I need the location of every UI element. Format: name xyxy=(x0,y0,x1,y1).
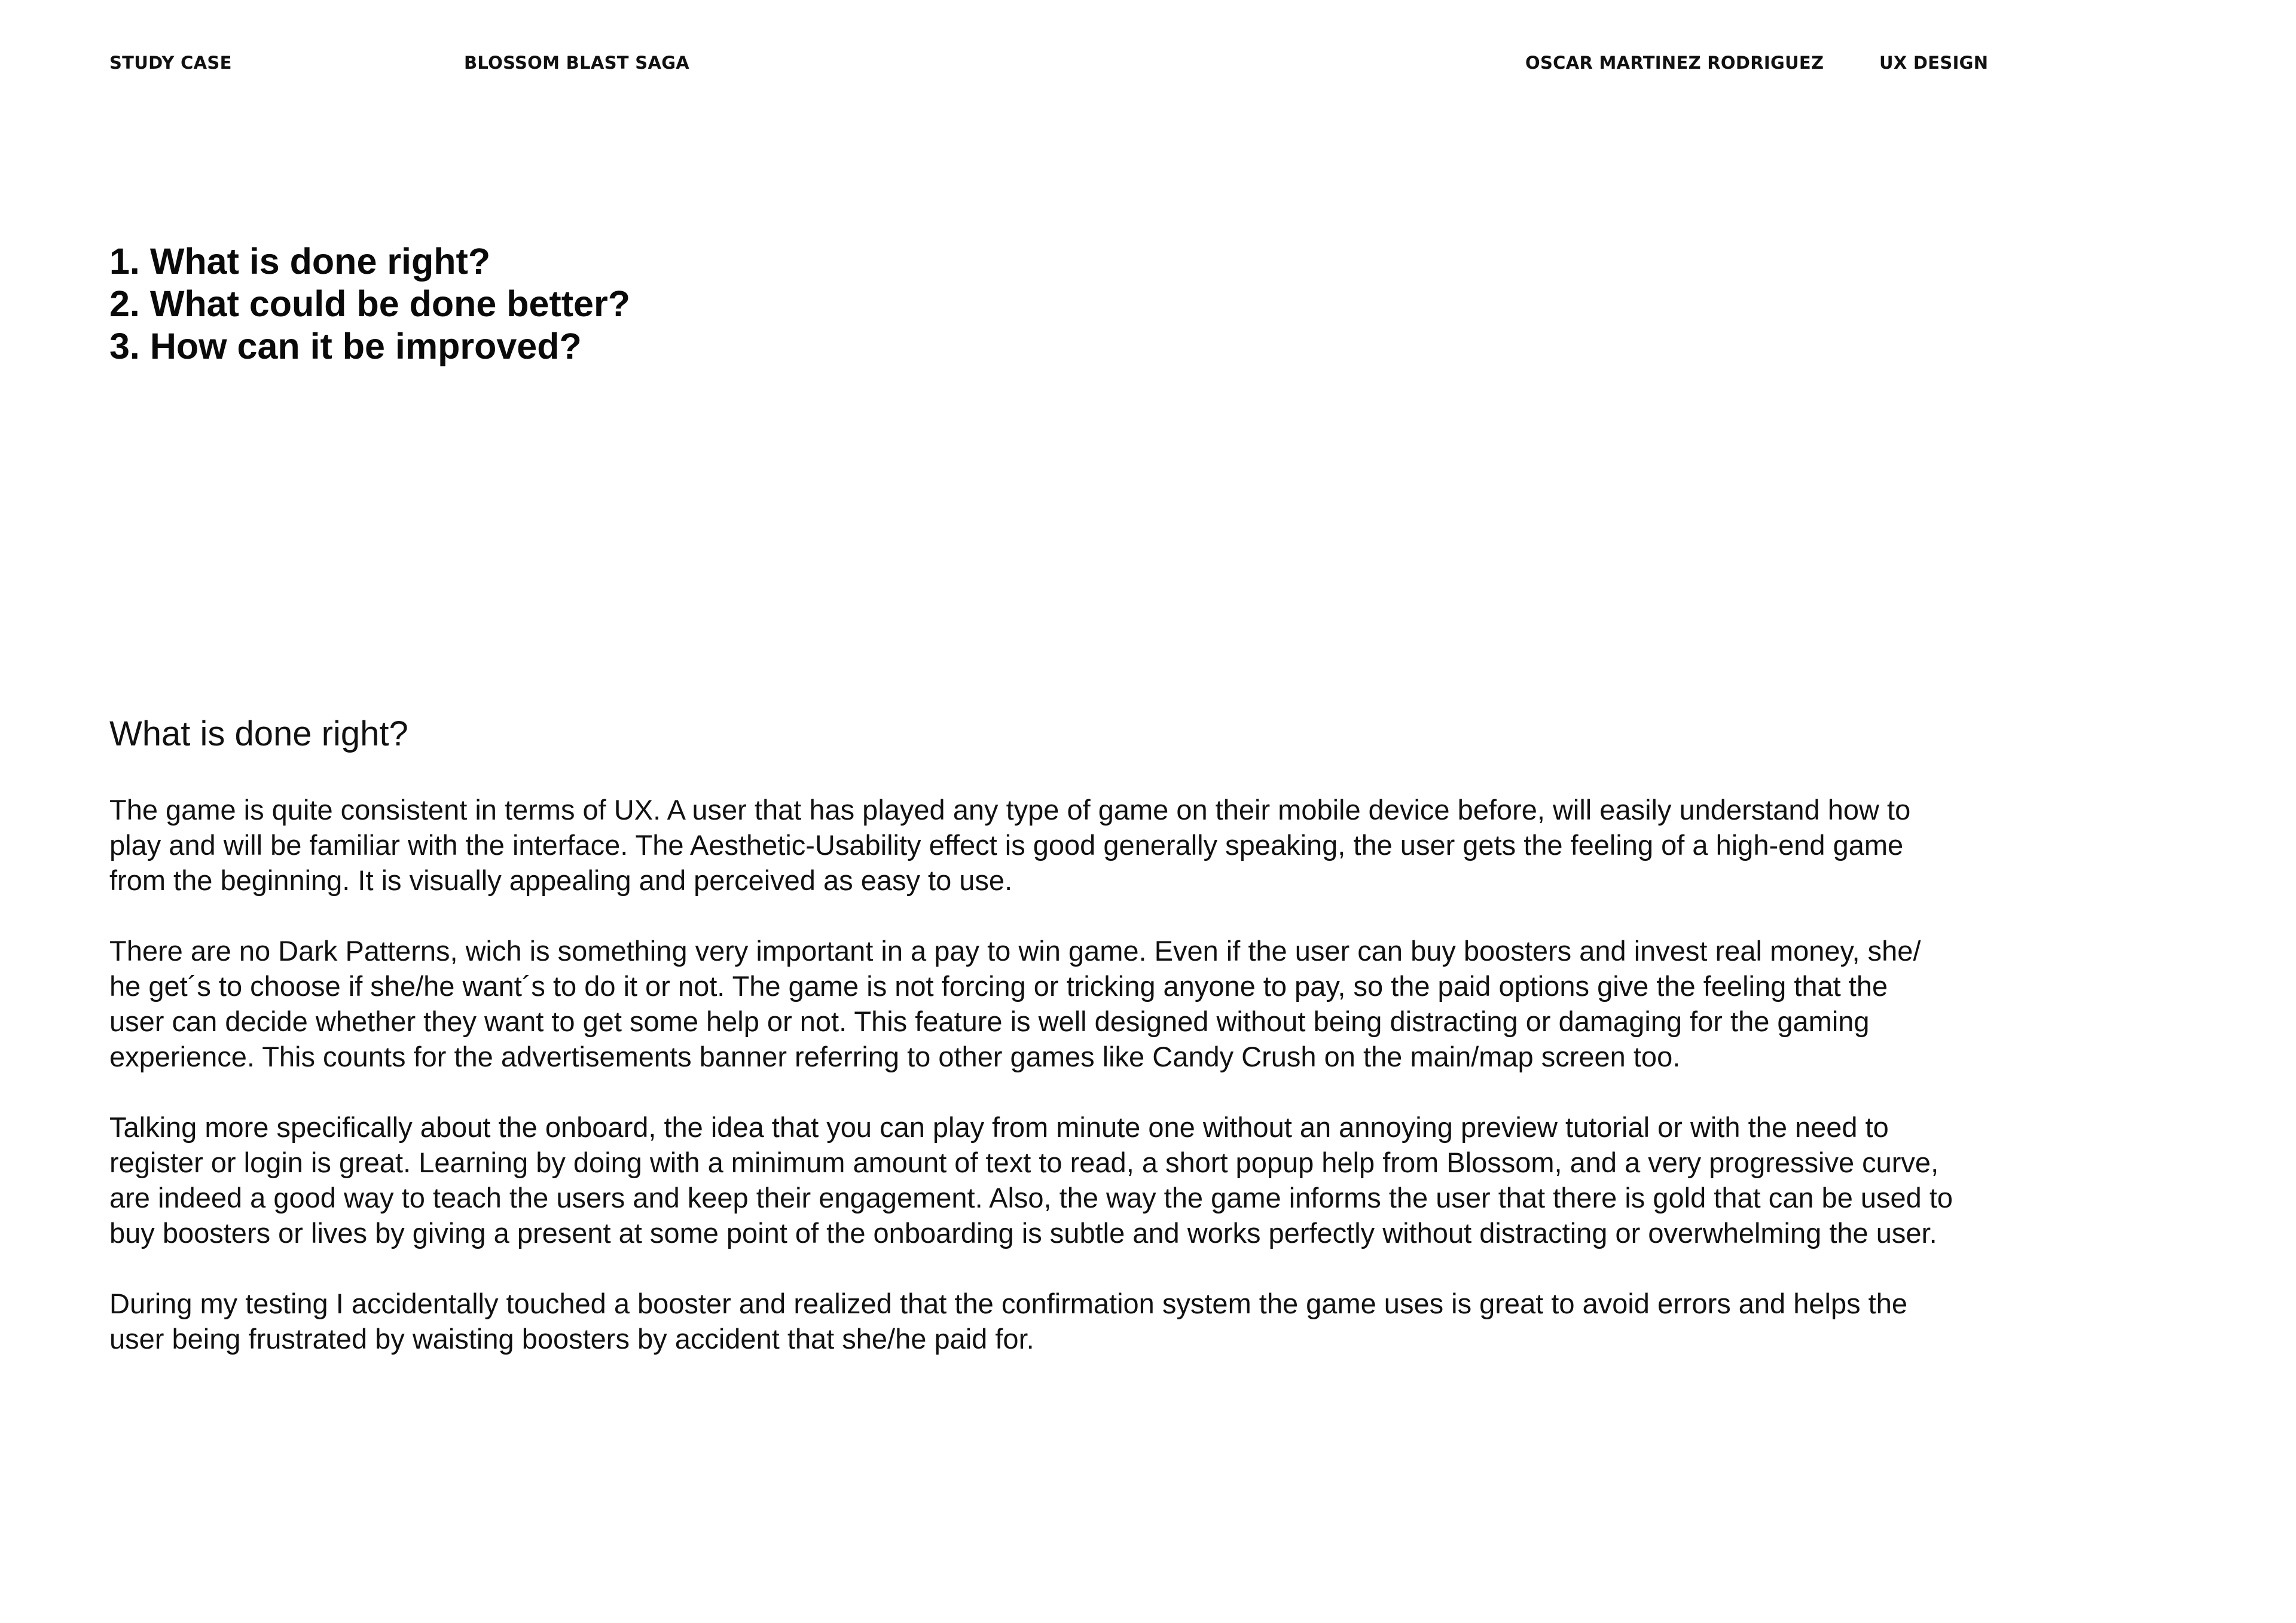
header-project-label: BLOSSOM BLAST SAGA xyxy=(464,53,690,73)
paragraph-onboarding: Talking more specifically about the onboard, the idea that you can play from minute one without an annoying preview tutorial or with the need to register or login is great. Learning by doing with a minimum amount of text to read, a short popup help from Blossom, and a very progressive curve, are indeed a good way to teach the users and keep their engagement. Also, the way the game informs the user that there is gold that can be used to buy boosters or lives by giving a present at some point of the onboarding is subtle and works perfectly without distracting or overwhelming the user. xyxy=(109,1111,1953,1249)
paragraph-consistency: The game is quite consistent in terms of UX. A user that has played any type of game on their mobile device before, will easily understand how to play and will be familiar with the interface. The Aesthetic-Usability effect is good generally speaking, the user gets the feeling of a high-end game from the beginning. It is visually appealing and perceived as easy to use. xyxy=(109,794,1911,896)
section-body xyxy=(109,792,2059,1392)
header-discipline-label: UX DESIGN xyxy=(1879,53,1989,73)
question-item-3: 3. How can it be improved? xyxy=(109,326,582,366)
paragraph-confirmation: During my testing I accidentally touched a booster and realized that the confirmation system the game uses is great to avoid errors and helps the user being frustrated by waisting boosters by accident that she/he paid for. xyxy=(109,1288,1908,1355)
header-author-label: OSCAR MARTINEZ RODRIGUEZ xyxy=(1525,53,1824,73)
question-item-1: 1. What is done right? xyxy=(109,241,491,282)
question-item-2: 2. What could be done better? xyxy=(109,283,630,324)
paragraph-dark-patterns: There are no Dark Patterns, wich is something very important in a pay to win game. Even if the user can buy boosters and invest real money, she/ he get´s to choose if she/he want´s to do it or not. The game is not forcing or tricking anyone to pay, so the paid options give the feeling that the user can decide whether they want to get some help or not. This feature is well designed without being distracting or damaging for the gaming experience. This counts for the advertisements banner referring to other games like Candy Crush on the main/map screen too. xyxy=(109,935,1921,1072)
section-title: What is done right? xyxy=(109,714,408,753)
header-study-case-label: STUDY CASE xyxy=(109,53,232,73)
questions-list xyxy=(109,240,630,368)
